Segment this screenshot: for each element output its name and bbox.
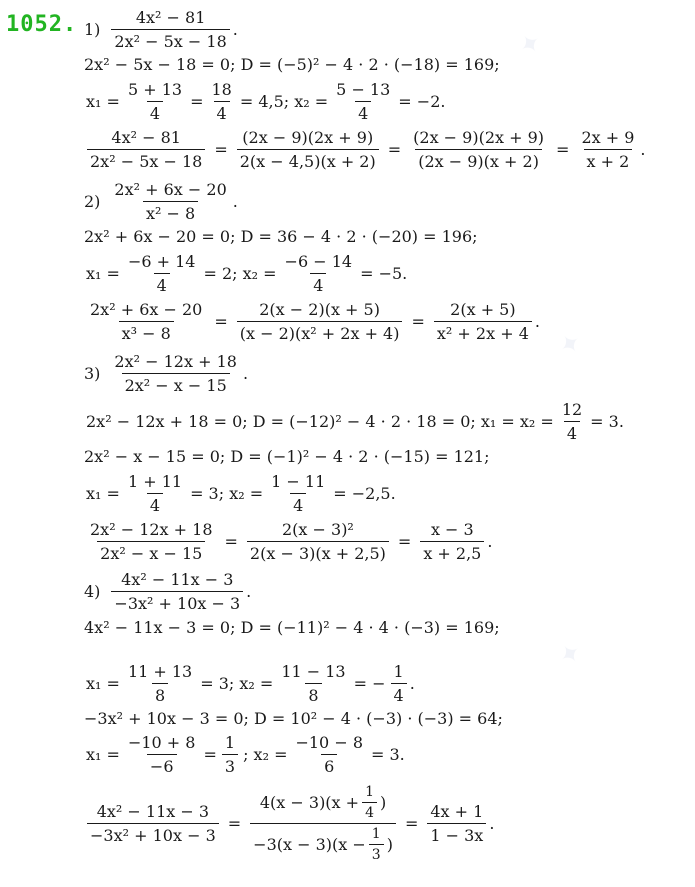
fraction: [125, 252, 199, 295]
numerator: x − 3: [430, 520, 474, 539]
denominator: −3x² + 10x − 3: [111, 591, 243, 613]
fraction: [410, 128, 547, 171]
fraction: [391, 662, 407, 705]
part3-roots: [84, 472, 398, 515]
value: = 3; x₂ =: [190, 484, 264, 503]
equation-text: 2x² − 12x + 18 = 0; D = (−12)² − 4 · 2 · 18 = 0; x₁ = x₂ =: [86, 412, 554, 431]
denominator: 6: [321, 754, 337, 776]
denominator: (x − 2)(x² + 2x + 4): [237, 321, 403, 343]
part2-simplification: [84, 300, 540, 343]
numerator: (2x − 9)(2x + 9): [413, 128, 545, 147]
numerator: 2x + 9: [581, 128, 635, 147]
numerator: 2x² + 6x − 20: [114, 180, 227, 199]
fraction: [362, 784, 377, 821]
numerator: 2x² + 6x − 20: [90, 300, 203, 319]
denominator: x + 2: [584, 149, 633, 171]
part4-discriminant-2: −3x² + 10x − 3 = 0; D = 10² − 4 · (−3) · (−3) = 64;: [84, 709, 503, 728]
numerator: 1: [393, 662, 404, 681]
part3-discriminant-2: 2x² − x − 15 = 0; D = (−1)² − 4 · 2 · (−15) = 121;: [84, 447, 490, 466]
fraction: [427, 802, 486, 845]
fraction: [282, 252, 356, 295]
denominator: 2(x − 3)(x + 2,5): [247, 541, 389, 563]
fraction: [87, 802, 219, 845]
denominator: 4: [564, 421, 580, 443]
denominator: −3x² + 10x − 3: [87, 823, 219, 845]
root-label: x₁ =: [86, 92, 120, 111]
denominator: 4: [290, 493, 306, 515]
denominator: 4: [154, 273, 170, 295]
denominator: 1 − 3x: [427, 823, 486, 845]
punct: .: [246, 582, 252, 601]
part2-discriminant: 2x² + 6x − 20 = 0; D = 36 − 4 · 2 · (−20) = 196;: [84, 227, 478, 246]
numerator: 5 − 13: [336, 80, 391, 99]
numerator: 18: [211, 80, 232, 99]
value: = 3.: [590, 412, 624, 431]
value: = −2.: [398, 92, 446, 111]
watermark: ✦: [513, 26, 549, 64]
punct: .: [409, 674, 415, 693]
numerator: 4x + 1: [430, 802, 484, 821]
numerator: 1: [224, 733, 236, 752]
fraction: [250, 784, 396, 863]
part2-given: [84, 180, 238, 223]
fraction: [222, 733, 238, 776]
denominator: 2x² − 5x − 18: [111, 29, 229, 51]
fraction: [268, 472, 328, 515]
denominator: 2x² − x − 15: [97, 541, 205, 563]
part-label: 2): [84, 192, 101, 211]
numerator: −6 − 14: [284, 252, 353, 271]
equals: =: [214, 312, 228, 331]
denominator: 4: [147, 101, 163, 123]
value: ; x₂ =: [243, 745, 288, 764]
equals: =: [556, 140, 570, 159]
fraction: [125, 662, 195, 705]
part-label: 1): [84, 20, 101, 39]
denominator: [250, 823, 396, 863]
denominator: 8: [152, 683, 168, 705]
fraction: [237, 128, 379, 171]
denominator: 4: [310, 273, 326, 295]
equals: =: [190, 92, 204, 111]
expression-text: 4(x − 3)(x +: [259, 793, 360, 812]
part4-discriminant-1: 4x² − 11x − 3 = 0; D = (−11)² − 4 · 4 · (−3) = 169;: [84, 618, 500, 637]
denominator: −6: [147, 754, 177, 776]
denominator: x² − 8: [143, 201, 198, 223]
fraction: [292, 733, 366, 776]
part-label: 4): [84, 582, 101, 601]
part4-given: [84, 570, 251, 613]
expression-text: −3(x − 3)(x −: [253, 835, 366, 854]
fraction: [559, 400, 585, 443]
numerator: 2x² − 12x + 18: [90, 520, 213, 539]
fraction: [125, 733, 199, 776]
numerator: 4x² − 81: [111, 128, 181, 147]
punct: .: [232, 192, 238, 211]
denominator: x² + 2x + 4: [434, 321, 532, 343]
equals: =: [404, 814, 419, 833]
value: = 3; x₂ =: [200, 674, 274, 693]
numerator: 11 + 13: [127, 662, 193, 681]
denominator: (2x − 9)(x + 2): [415, 149, 542, 171]
value: = −2,5.: [333, 484, 396, 503]
part1-given: [84, 8, 238, 51]
numerator: 1: [365, 784, 374, 800]
denominator: 4: [147, 493, 163, 515]
fraction: [369, 826, 384, 863]
punct: .: [489, 814, 495, 833]
punct: .: [232, 20, 238, 39]
numerator: −10 + 8: [127, 733, 196, 752]
expression-text: ): [379, 793, 387, 812]
numerator: 4x² − 11x − 3: [121, 570, 234, 589]
fraction: [111, 180, 229, 223]
fraction: [208, 80, 234, 123]
part-label: 3): [84, 364, 101, 383]
denominator: x³ − 8: [119, 321, 174, 343]
value: = 2; x₂ =: [203, 264, 277, 283]
fraction: [434, 300, 532, 343]
denominator: 2x² − x − 15: [122, 373, 230, 395]
fraction: [247, 520, 389, 563]
numerator: 11 − 13: [281, 662, 346, 681]
part2-roots: [84, 252, 409, 295]
punct: .: [640, 140, 646, 159]
value: = −: [353, 674, 386, 693]
numerator: 4x² − 11x − 3: [96, 802, 210, 821]
equals: =: [411, 312, 425, 331]
denominator: 2x² − 5x − 18: [87, 149, 205, 171]
watermark: ✦: [553, 326, 589, 364]
numerator: 1: [371, 826, 381, 842]
numerator: −10 − 8: [295, 733, 363, 752]
fraction: [125, 472, 185, 515]
fraction: [333, 80, 393, 123]
value: = −5.: [360, 264, 408, 283]
numerator: 12: [561, 400, 583, 419]
fraction: [111, 352, 240, 395]
numerator: 5 + 13: [127, 80, 183, 99]
equals: =: [227, 814, 242, 833]
value: = 3.: [371, 745, 405, 764]
punct: .: [534, 312, 540, 331]
fraction: [87, 520, 216, 563]
expression-text: ): [386, 835, 393, 854]
numerator: 2(x + 5): [450, 300, 516, 319]
problem-number: 1052.: [6, 12, 78, 37]
part4-roots-2: [84, 733, 407, 776]
fraction: [578, 128, 637, 171]
part3-simplification: [84, 520, 492, 563]
denominator: 2(x − 4,5)(x + 2): [237, 149, 379, 171]
root-label: x₁ =: [86, 264, 120, 283]
denominator: 3: [222, 754, 238, 776]
numerator: (2x − 9)(2x + 9): [242, 128, 374, 147]
fraction: [111, 570, 243, 613]
part4-roots-1: [84, 662, 415, 705]
fraction: [237, 300, 403, 343]
root-label: x₁ =: [86, 674, 120, 693]
numerator: [257, 784, 389, 823]
part1-roots: [84, 80, 447, 123]
denominator: 4: [362, 802, 377, 821]
denominator: 4: [391, 683, 407, 705]
part1-discriminant: 2x² − 5x − 18 = 0; D = (−5)² − 4 · 2 · (−18) = 169;: [84, 55, 500, 74]
part3-discriminant-1: [84, 400, 626, 443]
root-label: x₁ =: [86, 745, 120, 764]
equals: =: [387, 140, 402, 159]
numerator: 2(x − 3)²: [281, 520, 354, 539]
denominator: x + 2,5: [420, 541, 484, 563]
fraction: [278, 662, 348, 705]
numerator: 4x² − 81: [135, 8, 206, 27]
part3-given: [84, 352, 248, 395]
root-label: x₁ =: [86, 484, 120, 503]
part4-simplification: [84, 784, 494, 863]
punct: .: [487, 532, 493, 551]
numerator: −6 + 14: [127, 252, 196, 271]
denominator: 4: [214, 101, 230, 123]
fraction: [87, 128, 205, 171]
equals: =: [203, 745, 217, 764]
numerator: 1 − 11: [271, 472, 326, 491]
fraction: [87, 300, 205, 343]
fraction: [420, 520, 484, 563]
fraction: [111, 8, 229, 51]
value: = 4,5; x₂ =: [239, 92, 329, 111]
denominator: 3: [369, 844, 384, 863]
punct: .: [242, 364, 249, 383]
denominator: 4: [355, 101, 371, 123]
equals: =: [214, 140, 228, 159]
equals: =: [397, 532, 412, 551]
fraction: [125, 80, 185, 123]
watermark: ✦: [553, 636, 589, 674]
numerator: 2x² − 12x + 18: [114, 352, 237, 371]
part1-simplification: [84, 128, 646, 171]
denominator: 8: [305, 683, 321, 705]
numerator: 1 + 11: [127, 472, 183, 491]
numerator: 2(x − 2)(x + 5): [259, 300, 380, 319]
equals: =: [224, 532, 238, 551]
